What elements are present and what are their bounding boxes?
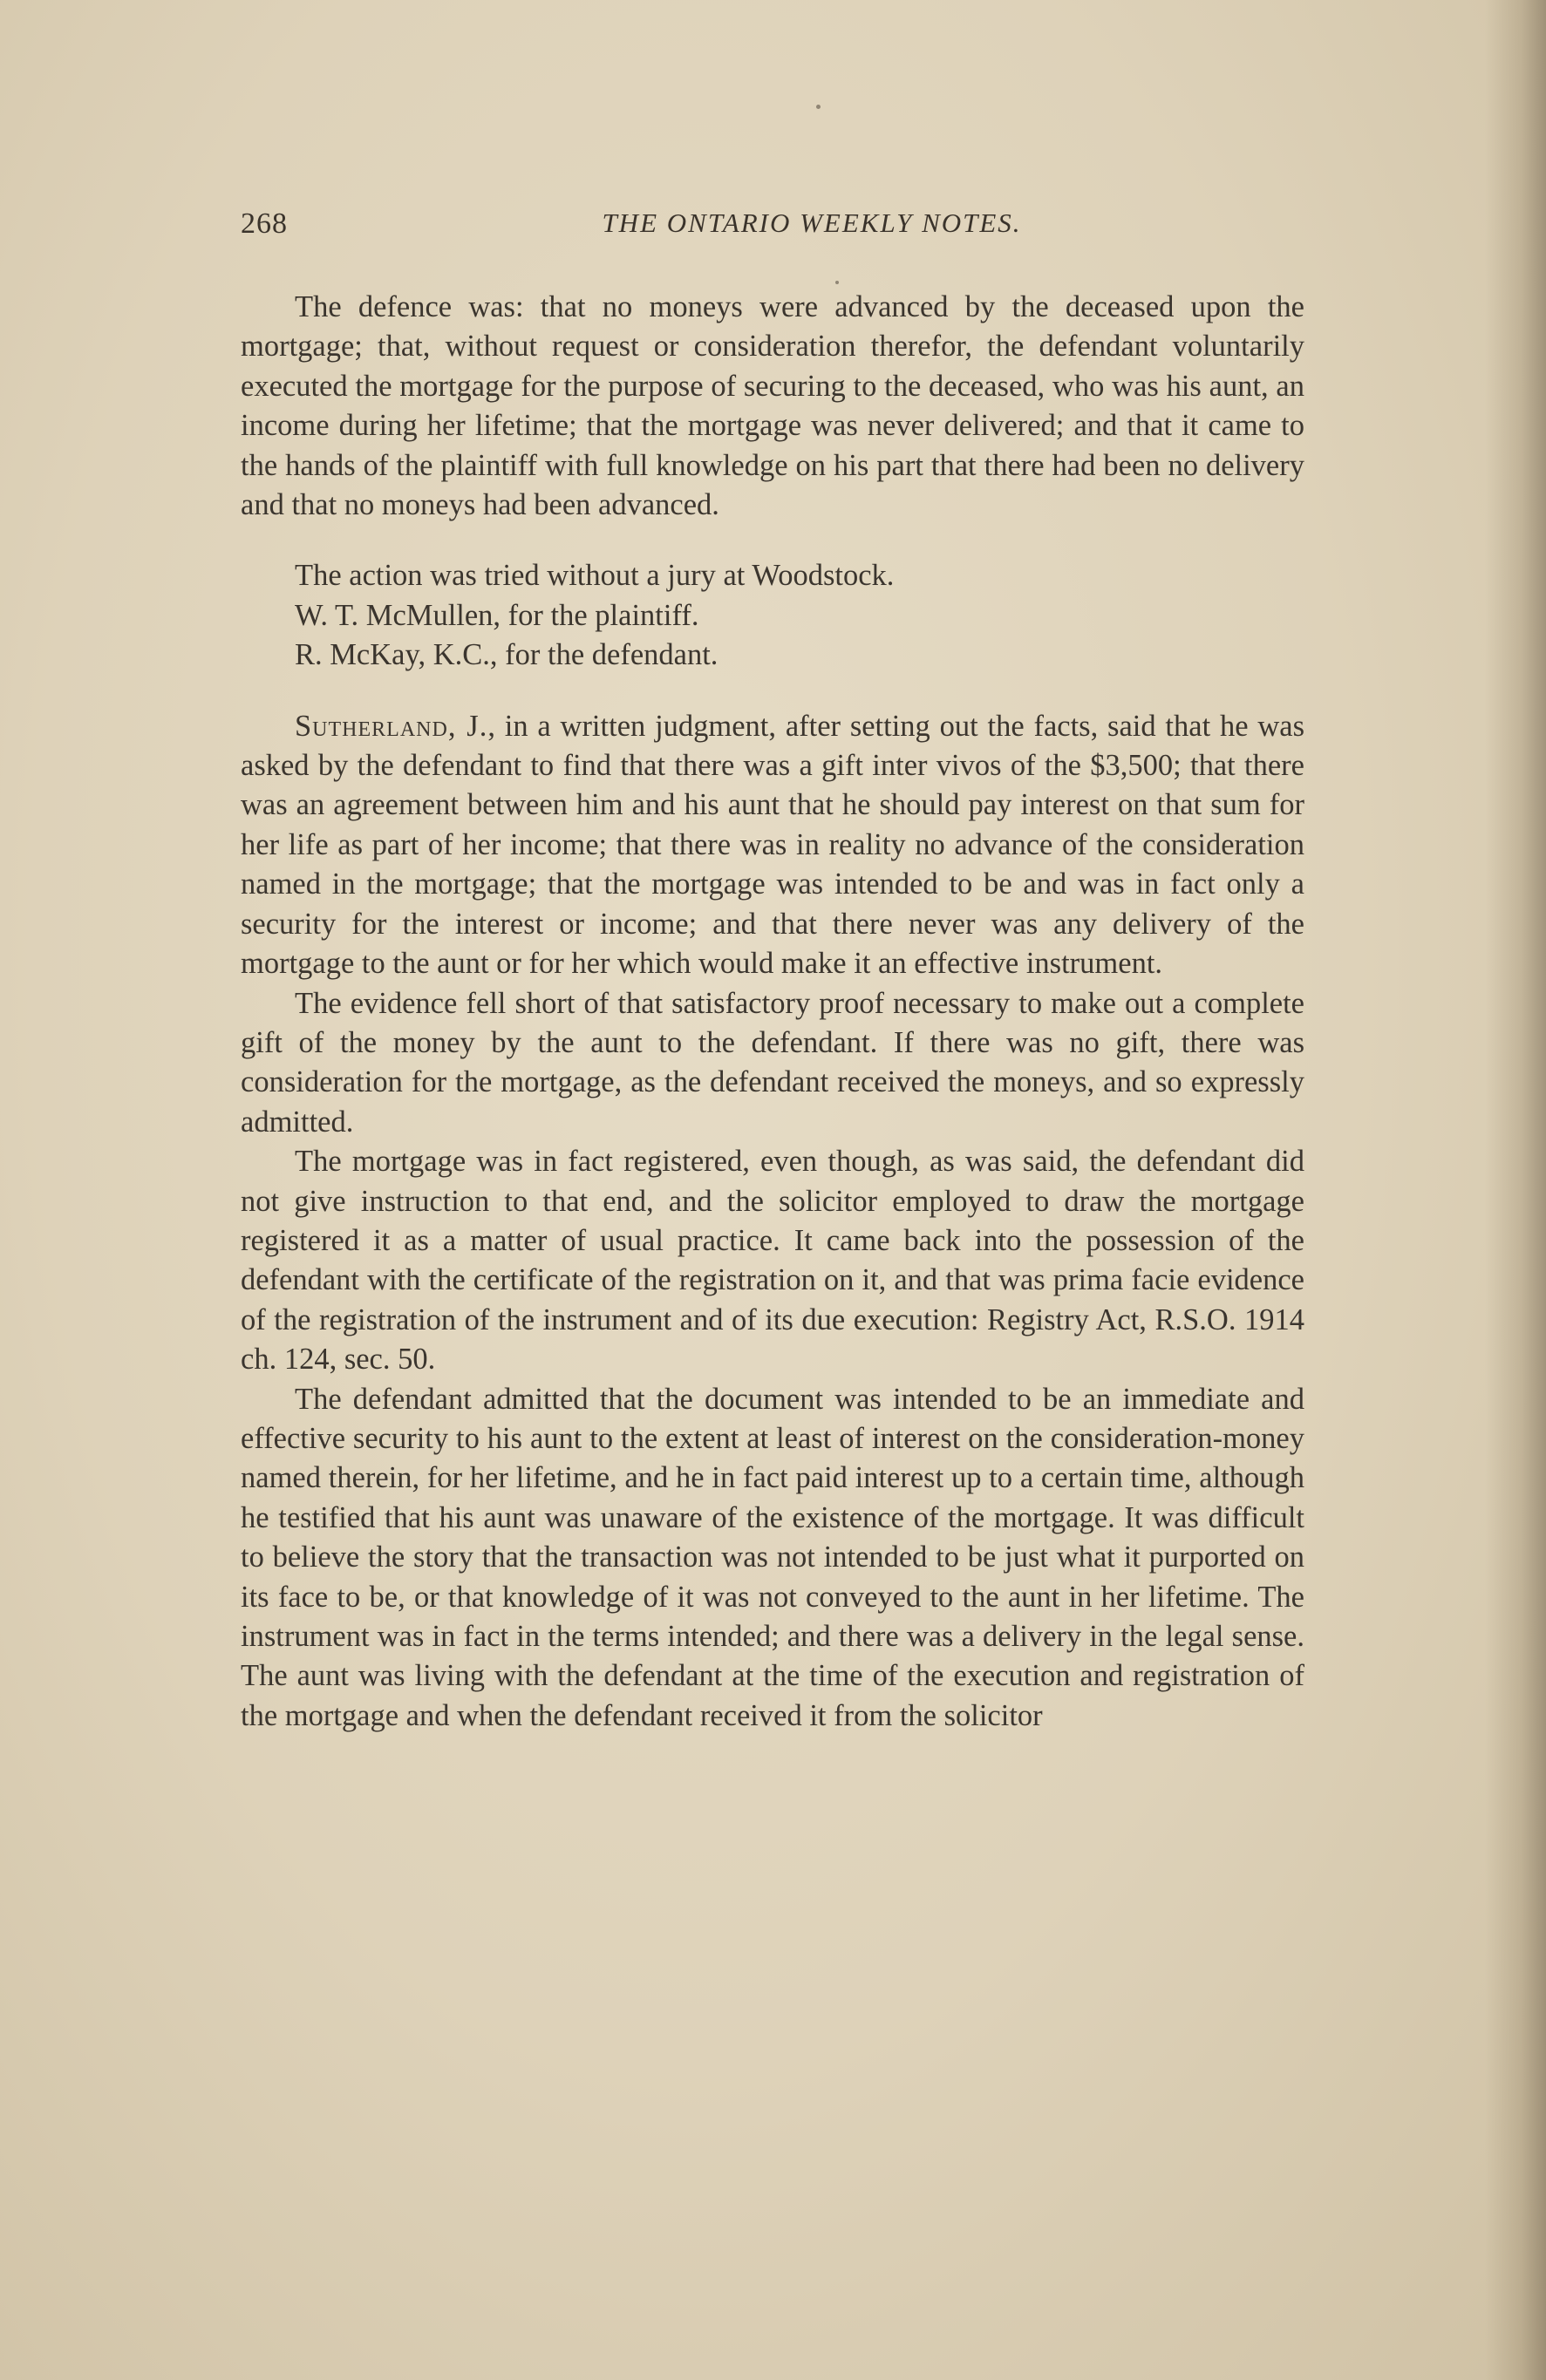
counsel-plaintiff: W. T. McMullen, for the plaintiff.: [295, 598, 699, 632]
page-edge-shadow: [1485, 0, 1546, 2380]
running-header: [241, 207, 1304, 251]
running-title: THE ONTARIO WEEKLY NOTES.: [602, 207, 1022, 238]
evidence-paragraph: The evidence fell short of that satisfactory proof necessary to make out a complete gift of the money by the aunt to the defendant. If there was no gift, there was consideration for the mortgage, as the defendant received the moneys, and so expressly admitted.: [241, 986, 1304, 1139]
registered-paragraph: The mortgage was in fact registered, even though, as was said, the defendant did not give instruction to that end, and the solicitor employed to draw the mortgage registered it as a matter of usual practice. It came back into the possession of the defendant with the certificate of the registration on it, and that was prima facie evidence of the registration of the instrument and of its due execution: Registry Act, R.S.O. 1914 ch. 124, sec. 50.: [241, 1145, 1304, 1377]
page-number: 268: [241, 207, 288, 240]
page-body: [241, 288, 1304, 1736]
spacer: [241, 525, 1304, 556]
judgment-paragraph: [241, 707, 1304, 984]
print-speck: [835, 281, 839, 284]
trial-line: The action was tried without a jury at Woodstock.: [295, 559, 895, 593]
spacer: [241, 676, 1304, 707]
judge-name: Sutherland, J.: [295, 709, 488, 743]
defence-paragraph: The defence was: that no moneys were advanced by the deceased upon the mortgage; that, without request or consideration therefor, the defendant voluntarily executed the mortgage for the purpose of securing to the deceased, who was his aunt, an income during her lifetime; that the mortgage was never delivered; and that it came to the hands of the plaintiff with full knowledge on his part that there had been no delivery and that no moneys had been advanced.: [241, 290, 1304, 522]
print-speck: [816, 105, 821, 109]
counsel-defendant: R. McKay, K.C., for the defendant.: [295, 638, 719, 672]
judgment-text: , in a written judgment, after setting out the facts, said that he was asked by the defendant to find that there was a gift inter vivos of the $3,500; that there was an agreement between him and his aunt that he should pay interest on that sum for her life as part of her income; that there was in reality no advance of the consideration named in the mortgage; that the mortgage was intended to be and was in fact only a security for the interest or income; and that there never was any delivery of the mortgage to the aunt or for her which would make it an effective instrument.: [241, 709, 1304, 981]
admitted-paragraph: The defendant admitted that the document was intended to be an immediate and effective security to his aunt to the extent at least of interest on the consideration-money named therein, for her lifetime, and he in fact paid interest up to a certain time, although he testified that his aunt was unaware of the existence of the mortgage. It was difficult to believe the story that the transaction was not intended to be just what it purported on its face to be, or that knowledge of it was not conveyed to the aunt in her lifetime. The instrument was in fact in the terms intended; and there was a delivery in the legal sense. The aunt was living with the defendant at the time of the execution and registration of the mortgage and when the defendant received it from the solicitor: [241, 1382, 1304, 1732]
